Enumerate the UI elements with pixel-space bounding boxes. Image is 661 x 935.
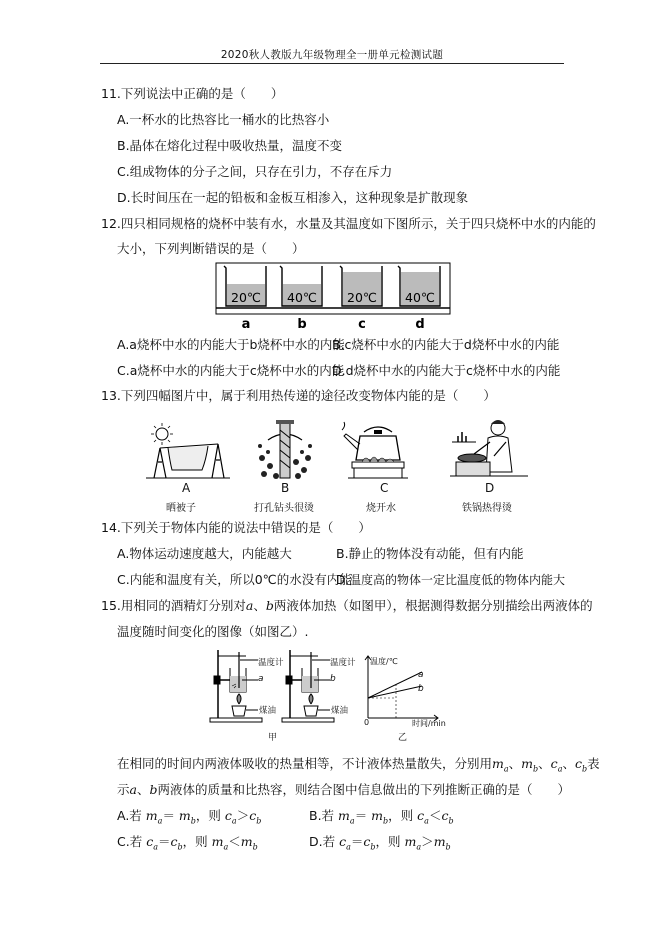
fig-yi-caption: 乙: [398, 733, 408, 743]
beaker-b: [280, 266, 322, 332]
fig-jia-thermometer-label-2: 温度计: [330, 658, 356, 668]
q15-stem-line1: 15.用相同的酒精灯分别对a、b两液体加热（如图甲），根据测得数据分别描绘出两液体的: [101, 598, 593, 613]
var-b: b: [265, 598, 274, 613]
beaker-temp-c: 20℃: [347, 290, 377, 305]
q11-option-b: B.晶体在熔化过程中吸收热量，温度不变: [117, 138, 343, 153]
fig-jia-label-b: b: [330, 674, 336, 684]
q13-pic-d-cooking: [448, 410, 530, 482]
fig-jia-thermometer-label-1: 温度计: [258, 658, 284, 668]
q13-pic-a-caption: 晒被子: [166, 503, 196, 514]
q12-stem-line1: 12.四只相同规格的烧杯中装有水，水量及其温度如下图所示，关于四只烧杯中水的内能的: [101, 216, 596, 231]
stove: [352, 462, 404, 468]
q13-pic-a-drying-quilt: [140, 420, 234, 480]
q15-option-c: C.若 $c_a=c_b$，则 $m_a<m_b$: [117, 834, 258, 852]
beaker-c: [340, 266, 382, 332]
drill-bit: [280, 422, 290, 478]
q12-option-b: B.c烧杯中水的内能大于d烧杯中水的内能: [332, 337, 560, 352]
fig-jia-fuel-label-2: 煤油: [331, 706, 349, 716]
q14-stem: 14.下列关于物体内能的说法中错误的是（ ）: [101, 520, 371, 535]
q15-stem-part2: 两液体加热（如图甲），根据测得数据分别描绘出两液体的: [273, 598, 593, 613]
q14-option-d: D.温度高的物体一定比温度低的物体内能大: [336, 573, 566, 587]
q13-pic-c-kettle: [340, 420, 416, 480]
q11-option-c: C.组成物体的分子之间，只存在引力，不存在斥力: [117, 164, 393, 179]
q13-pic-c-letter: C: [380, 481, 389, 495]
q15-stem-part1: 15.用相同的酒精灯分别对: [101, 598, 246, 613]
q11-option-a: A.一杯水的比热容比一桶水的比热容小: [117, 112, 330, 127]
fig-jia-label-a: a: [258, 674, 264, 684]
line-a: [368, 672, 422, 698]
fig-yi-x-label: 时间/min: [412, 719, 446, 728]
q11-option-d: D.长时间压在一起的铅板和金板互相渗入，这种现象是扩散现象: [117, 190, 469, 205]
flame-icon: [309, 694, 313, 704]
fig-yi-y-label: 温度/℃: [370, 657, 398, 666]
header-rule: [100, 63, 564, 64]
line-b: [368, 686, 422, 698]
q15-body-part4: 两液体的质量和比热容，则结合图中信息做出的下列推断正确的是（ ）: [157, 782, 571, 797]
q14-option-b: B.静止的物体没有动能，但有内能: [336, 546, 524, 561]
alcohol-lamp-a: [232, 706, 246, 716]
kettle-body: [356, 436, 400, 460]
q13-pic-b-drill: [254, 418, 316, 482]
q12-beaker-figure: [212, 260, 452, 332]
beaker-temp-b: 40℃: [287, 290, 317, 305]
q15-option-a: A.若 $m_a= m_b$，则 $c_a>c_b$: [117, 808, 262, 826]
q13-stem: 13.下列四幅图片中，属于利用热传递的途径改变物体内能的是（ ）: [101, 388, 496, 403]
var-a: a: [245, 598, 254, 613]
stand-base: [210, 718, 262, 722]
beaker-a: [224, 266, 266, 332]
alcohol-lamp-b: [304, 706, 318, 716]
fig-yi-label-b: b: [418, 684, 424, 694]
fig-yi-label-a: a: [418, 670, 424, 680]
q11-stem: 11.下列说法中正确的是（ ）: [101, 86, 284, 101]
beaker-label-a: a: [241, 317, 251, 332]
q12-option-d: D.d烧杯中水的内能大于c烧杯中水的内能: [332, 363, 561, 378]
q15-body-line1: 在相同的时间内两液体吸收的热量相等，不计液体热量散失，分别用$m_a$、$m_b$、$c_a$、$c_b$表: [117, 756, 600, 774]
beaker-temp-a: 20℃: [231, 290, 261, 305]
page-header: 2020秋人教版九年级物理全一册单元检测试题: [220, 49, 444, 61]
q15-body-part3: 示: [117, 782, 130, 797]
q14-option-c: C.内能和温度有关，所以0℃的水没有内能: [117, 572, 352, 587]
beaker-label-d: d: [415, 317, 425, 332]
q15-body-part1: 在相同的时间内两液体吸收的热量相等，不计液体热量散失，分别用: [117, 756, 493, 771]
beaker-label-c: c: [358, 317, 366, 332]
beaker-d: [398, 266, 440, 332]
fig-jia-caption: 甲: [268, 733, 278, 743]
q15-option-b: B.若 $m_a= m_b$，则 $c_a<c_b$: [309, 808, 454, 826]
wok-icon: [458, 454, 486, 462]
sun-icon: [156, 428, 168, 440]
q15-body-line2: 示a、b两液体的质量和比热容，则结合图中信息做出的下列推断正确的是（ ）: [117, 782, 571, 797]
beaker-temp-d: 40℃: [405, 290, 435, 305]
q13-pic-b-letter: B: [281, 481, 290, 495]
q15-body-part2: 表: [587, 756, 600, 771]
stand-base: [282, 718, 334, 722]
q13-pic-b-caption: 打孔钻头很烫: [254, 503, 314, 514]
q12-stem-line2: 大小，下列判断错误的是（ ）: [117, 241, 305, 256]
beaker-label-b: b: [297, 317, 307, 332]
q12-option-a: A.a烧杯中水的内能大于b烧杯中水的内能: [117, 337, 345, 352]
flame-icon: [237, 694, 241, 704]
q12-option-c: C.a烧杯中水的内能大于c烧杯中水的内能: [117, 363, 345, 378]
q15-stem-line2: 温度随时间变化的图像（如图乙）.: [117, 624, 309, 639]
fig-yi-origin: 0: [364, 718, 370, 727]
q13-pic-d-caption: 铁锅热得烫: [462, 503, 512, 514]
q13-pic-a-letter: A: [182, 481, 191, 495]
q14-option-a: A.物体运动速度越大，内能越大: [117, 546, 292, 561]
q13-pic-d-letter: D: [485, 481, 495, 495]
q15-option-d: D.若 $c_a=c_b$，则 $m_a>m_b$: [309, 834, 451, 852]
q13-pic-c-caption: 烧开水: [366, 503, 396, 514]
fig-jia-fuel-label-1: 煤油: [259, 706, 277, 716]
